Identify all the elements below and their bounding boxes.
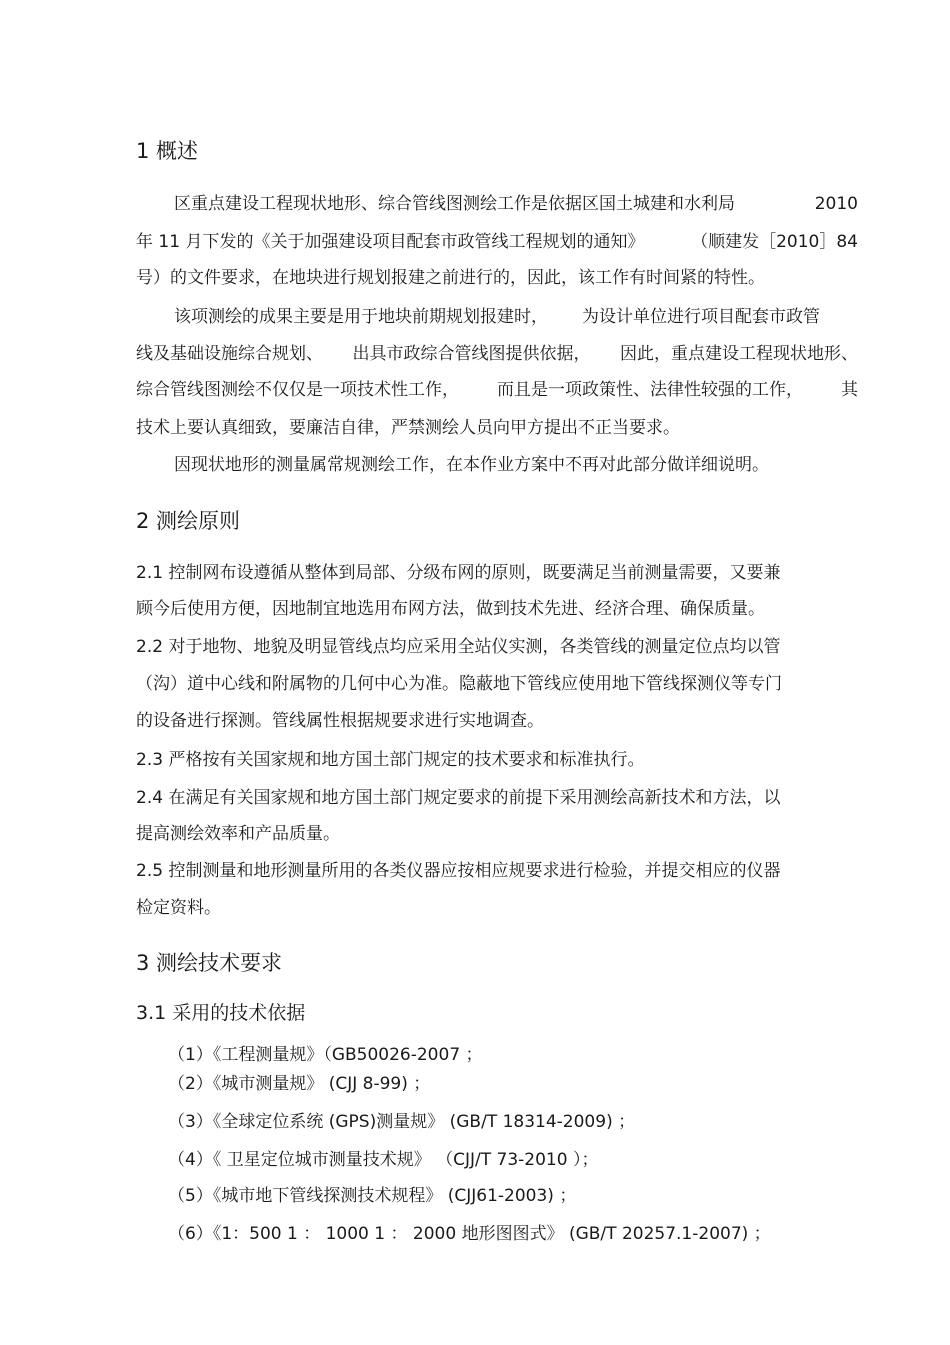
reference-item: （6）《1：500 1 ： 1000 1 ： 2000 地形图图式》 (GB/T 20257.1-2007) ； bbox=[168, 1224, 771, 1244]
section-1-para-1-line-3: 号）的文件要求，在地块进行规划报建之前进行的，因此，该工作有时间紧的特性。 bbox=[136, 268, 765, 288]
item-2-2-line-2: （沟）道中心线和附属物的几何中心为准。隐蔽地下管线应使用地下管线探测仪等专门 bbox=[136, 674, 782, 694]
text-span: 出具市政综合管线图提供依据， bbox=[352, 344, 591, 364]
reference-item: （4）《 卫星定位城市测量技术规》 （CJJ/T 73-2010 ）； bbox=[168, 1150, 599, 1170]
reference-item: （2）《城市测量规》 (CJJ 8-99) ； bbox=[168, 1074, 431, 1094]
item-2-3: 2.3 严格按有关国家规和地方国土部门规定的技术要求和标准执行。 bbox=[136, 750, 645, 770]
text-span: 为设计单位进行项目配套市政管 bbox=[582, 307, 820, 327]
item-2-4-line-2: 提高测绘效率和产品质量。 bbox=[136, 824, 340, 844]
text-span: （顺建发［2010］84 bbox=[691, 232, 858, 252]
section-1-para-2-line-3 bbox=[136, 378, 858, 402]
item-2-2-line-1: 2.2 对于地物、地貌及明显管线点均应采用全站仪实测，各类管线的测量定位点均以管 bbox=[136, 637, 781, 657]
text-span: 年 11 月下发的《关于加强建设项目配套市政管线工程规划的通知》 bbox=[136, 232, 645, 252]
section-1-para-2-line-2 bbox=[136, 342, 858, 366]
section-1-para-1-line-1 bbox=[136, 192, 858, 216]
reference-item: （5）《城市地下管线探测技术规程》 (CJJ61-2003) ； bbox=[168, 1186, 577, 1206]
item-2-5-line-1: 2.5 控制测量和地形测量所用的各类仪器应按相应规要求进行检验，并提交相应的仪器 bbox=[136, 861, 781, 881]
text-span: 区重点建设工程现状地形、综合管线图测绘工作是依据区国土城建和水利局 bbox=[174, 194, 735, 214]
item-2-1-line-1: 2.1 控制网布设遵循从整体到局部、分级布网的原则，既要满足当前测量需要，又要兼 bbox=[136, 563, 781, 583]
item-2-4-line-1: 2.4 在满足有关国家规和地方国土部门规定要求的前提下采用测绘高新技术和方法，以 bbox=[136, 788, 781, 808]
reference-item: （1）《工程测量规》（GB50026-2007 ； bbox=[168, 1045, 483, 1065]
subsection-3-1-heading: 3.1 采用的技术依据 bbox=[136, 1002, 306, 1024]
reference-item: （3）《全球定位系统 (GPS)测量规》 (GB/T 18314-2009) ； bbox=[168, 1112, 636, 1132]
section-1-para-2-line-4: 技术上要认真细致，要廉洁自律，严禁测绘人员向甲方提出不正当要求。 bbox=[136, 418, 680, 438]
text-span: 因此，重点建设工程现状地形、 bbox=[620, 344, 858, 364]
text-span: 综合管线图测绘不仅仅是一项技术性工作， bbox=[136, 380, 459, 400]
item-2-5-line-2: 检定资料。 bbox=[136, 898, 221, 918]
section-1-heading: 1 概述 bbox=[136, 139, 199, 163]
text-span: 线及基础设施综合规划、 bbox=[136, 344, 323, 364]
section-1-para-2-line-1 bbox=[174, 305, 820, 329]
section-3-heading: 3 测绘技术要求 bbox=[136, 951, 283, 975]
text-span: 该项测绘的成果主要是用于地块前期规划报建时， bbox=[174, 307, 548, 327]
text-span: 其 bbox=[841, 380, 858, 400]
section-1-para-3: 因现状地形的测量属常规测绘工作，在本作业方案中不再对此部分做详细说明。 bbox=[174, 455, 769, 475]
section-2-heading: 2 测绘原则 bbox=[136, 509, 241, 533]
item-2-1-line-2: 顾今后使用方便，因地制宜地选用布网方法，做到技术先进、经济合理、确保质量。 bbox=[136, 599, 765, 619]
item-2-2-line-3: 的设备进行探测。管线属性根据规要求进行实地调查。 bbox=[136, 711, 544, 731]
text-span: 2010 bbox=[814, 194, 858, 214]
section-1-para-1-line-2 bbox=[136, 230, 858, 254]
text-span: 而且是一项政策性、法律性较强的工作， bbox=[497, 380, 803, 400]
